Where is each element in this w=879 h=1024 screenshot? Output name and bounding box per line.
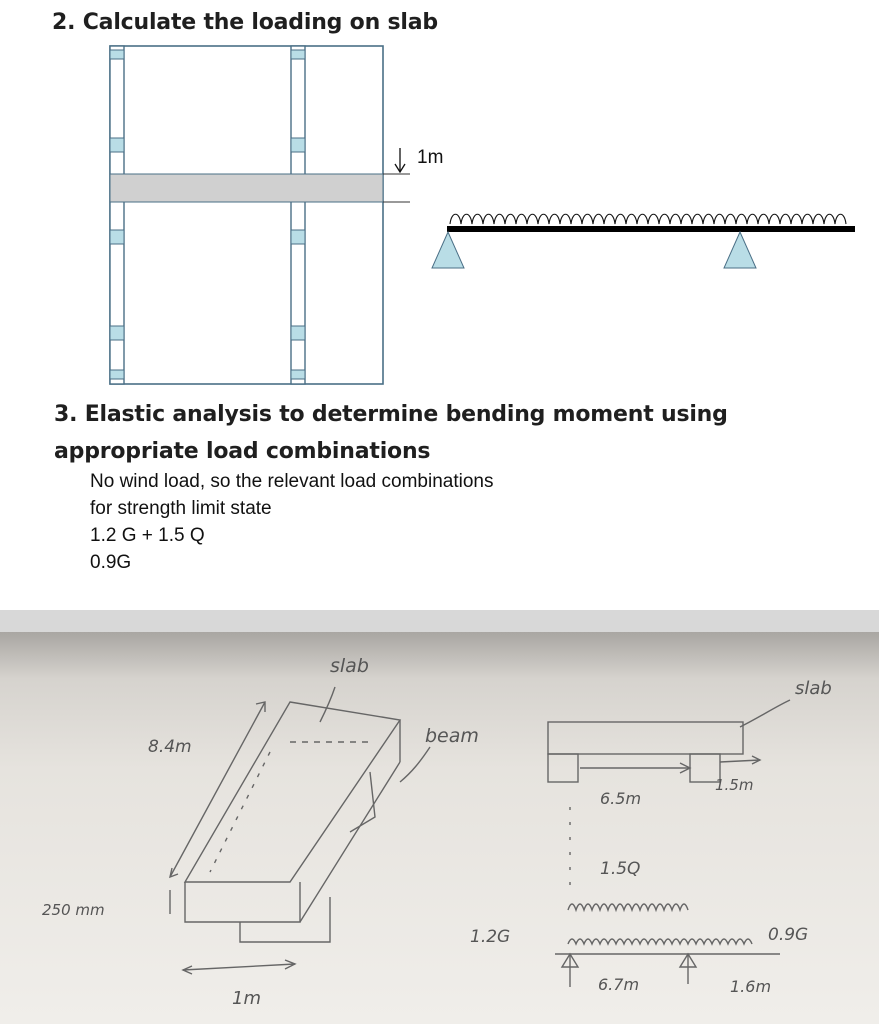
divider-bar [0, 610, 879, 632]
label-length: 8.4m [148, 737, 192, 757]
label-overhang2: 1.6m [730, 977, 772, 996]
pin-support-right [724, 232, 756, 268]
label-slab-right: slab [795, 678, 832, 699]
beam-model [447, 226, 855, 232]
support-pads [110, 50, 305, 379]
label-width: 1m [232, 988, 261, 1009]
combo-line-3: 1.2 G + 1.5 Q [90, 525, 205, 546]
slab-plan-diagram [0, 0, 879, 400]
label-live-load: 1.5Q [600, 859, 641, 879]
dimension-label: 1m [417, 147, 444, 168]
label-span2: 6.7m [598, 975, 640, 994]
label-beam: beam [425, 725, 479, 747]
section3-title-line2: appropriate load combinations [54, 439, 431, 464]
handwritten-sketch-photo [0, 632, 879, 1024]
pin-support-left [432, 232, 464, 268]
label-dead-load: 1.2G [470, 927, 511, 947]
label-span: 6.5m [600, 789, 642, 808]
distributed-load [450, 214, 846, 224]
plan-outline [110, 46, 383, 384]
label-overhang: 1.5m [715, 776, 754, 794]
slab-strip [110, 174, 383, 202]
label-dead-load-alt: 0.9G [768, 925, 809, 945]
combo-line-4: 0.9G [90, 552, 132, 573]
combo-line-1: No wind load, so the relevant load combinations [90, 471, 494, 492]
section3-title-line1: 3. Elastic analysis to determine bending moment using [54, 402, 728, 427]
combo-line-2: for strength limit state [90, 498, 272, 519]
label-slab-top: slab [330, 655, 369, 677]
section2-title: 2. Calculate the loading on slab [52, 10, 438, 35]
label-thickness: 250 mm [42, 901, 105, 919]
